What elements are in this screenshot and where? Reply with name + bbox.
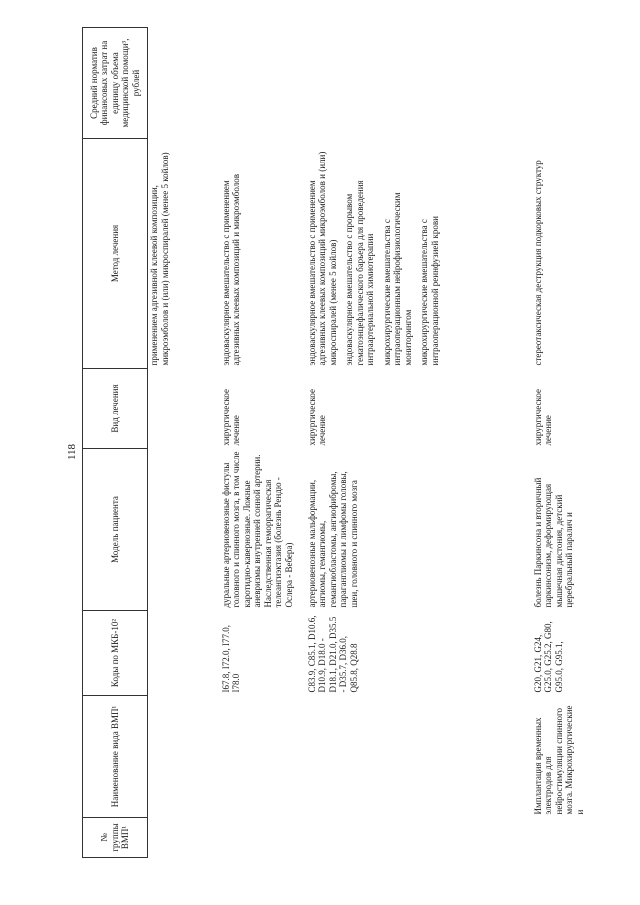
table-row	[220, 28, 306, 858]
treatment-table	[82, 27, 612, 858]
cell-method: стереотаксическая деструкция подкорковых структур	[532, 160, 543, 366]
cell-method: применением адгезивной клеевой композиции, микроэмболов и (или) микроспиралей (менее 5 койлов)	[149, 152, 170, 366]
page-number: 118	[66, 443, 79, 461]
cell-type: хирургическое лечение	[220, 389, 241, 446]
cell-model: болезнь Паркинсона и вторичный паркинсонизм, деформирующая мышечная дистония, детский церебральный паралич и	[532, 477, 574, 608]
cell-cost	[532, 28, 612, 139]
cell-codes	[148, 611, 220, 696]
cell-type: хирургическое лечение	[306, 389, 327, 446]
cell-group	[220, 818, 306, 858]
cell-name	[220, 696, 306, 818]
header-codes: Коды по МКБ-10²	[83, 611, 148, 696]
cell-codes: I67.8, I72.0, I77.0, I78.0	[220, 625, 241, 693]
cell-name	[306, 696, 532, 818]
table-row	[306, 28, 532, 858]
cell-codes: G20, G21, G24, G25.0, G25.2, G80, G95.0, G95.1,	[532, 621, 564, 693]
method-part: микрохирургические вмешательства с интраоперационной реинфузией крови	[419, 216, 440, 366]
header-row	[83, 28, 148, 858]
method-part: эндоваскулярное вмешательство с применением адгезивных клеевых композиций микроэмболов и (или) микроспиралей (менее 5 койлов)	[306, 151, 338, 366]
header-model: Модель пациента	[83, 449, 148, 611]
header-type: Вид лечения	[83, 369, 148, 449]
cell-model	[148, 449, 220, 611]
rotated-table-container	[82, 28, 585, 858]
method-part: эндоваскулярное вмешательство с прорывом гематоэнцефалического барьера для проведения интраартериальной химиотерапии	[344, 180, 375, 366]
header-name: Наименование вида ВМП¹	[83, 696, 148, 818]
cell-type: хирургическое лечение	[532, 389, 553, 446]
cell-cost	[220, 28, 306, 139]
cell-group	[532, 818, 612, 858]
cell-type	[148, 369, 220, 449]
cell-group	[148, 818, 220, 858]
table-row	[532, 28, 612, 858]
header-cost: Средний норматив финансовых затрат на единицу объема медицинской помощи³, рублей	[83, 28, 148, 139]
cell-method: эндоваскулярное вмешательство с применением адгезивных клеевых композиций и микроэмболов	[220, 174, 241, 366]
cell-cost	[148, 28, 220, 139]
cell-group	[306, 818, 532, 858]
method-part: микрохирургические вмешательства с интраоперационным нейрофизиологическим мониторингом	[381, 192, 413, 366]
cell-cost	[306, 28, 532, 139]
cell-model: дуральные артериовенозные фистулы головного и спинного мозга, в том числе каротидно-кавернозные. Ложные аневризмы внутренней сонной артерии. Наследственная геморрагическая телеангиэктазия (болезнь Рендю - Ослера - Вебера)	[220, 451, 294, 608]
header-group: № группы ВМП¹	[83, 818, 148, 858]
header-method: Метод лечения	[83, 139, 148, 369]
cell-model: артериовенозные мальформации, ангиомы, гемангиомы, гемангиобластомы, ангиофибромы, параганглиомы и лимфомы головы, шеи, головного и спинного мозга	[306, 471, 359, 608]
cell-codes: C83.9, C85.1, D10.6, D10.9, D18.0 - D18.1, D21.0, D35.5 - D35.7, D36.0, Q85.8, Q28.8	[306, 615, 359, 693]
table-row	[148, 28, 220, 858]
cell-name	[148, 696, 220, 818]
cell-method	[306, 139, 532, 369]
cell-name: Имплантация временных электродов для нейростимуляции спинного мозга. Микрохирургические и	[532, 705, 585, 815]
